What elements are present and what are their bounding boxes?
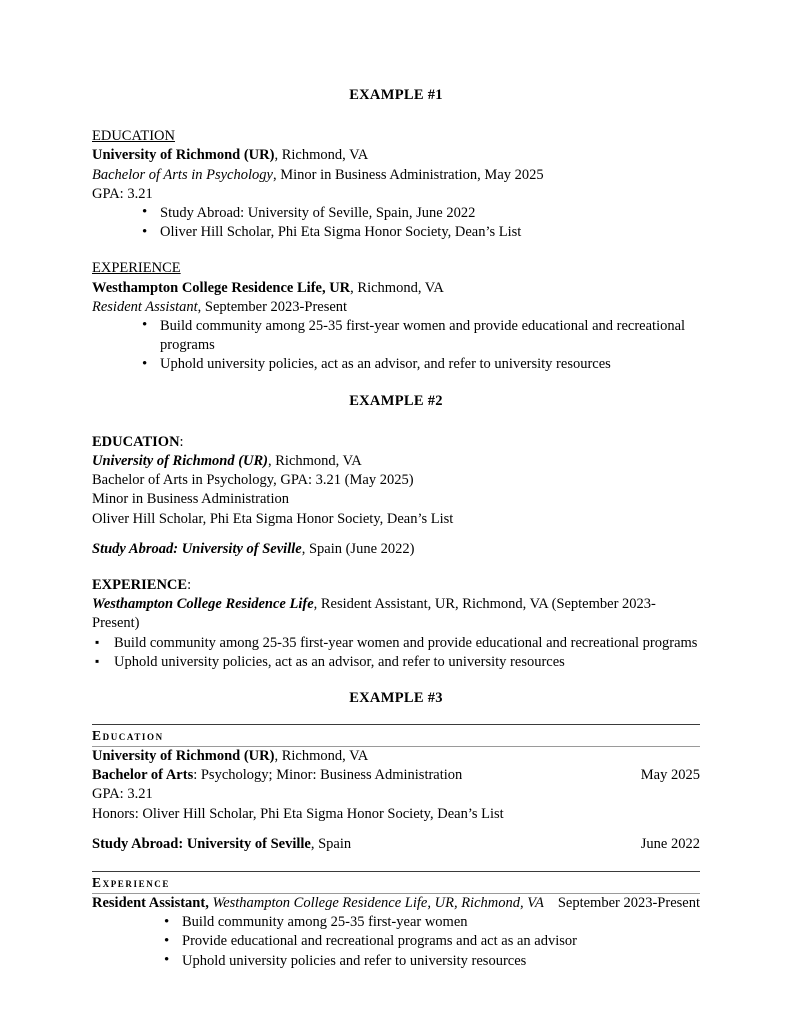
study-abroad-details: , Spain (June 2022) [301, 540, 415, 557]
education-gpa: GPA: 3.21 [92, 185, 153, 202]
role-text [92, 894, 558, 913]
list-item: • Uphold university policies, act as an advisor, and refer to university resources [138, 355, 700, 374]
experience-bullet-list [93, 634, 700, 672]
example-2-title: EXAMPLE #2 [349, 392, 443, 409]
employer-location: , Richmond, VA [350, 279, 444, 296]
example-1-education-section [92, 127, 700, 242]
school-name: University of Richmond (UR) [92, 748, 275, 765]
education-school-line [92, 146, 700, 165]
list-item: • Oliver Hill Scholar, Phi Eta Sigma Honor Society, Dean’s List [138, 223, 700, 242]
education-minor-line: Minor in Business Administration [92, 491, 289, 508]
spacer [92, 375, 700, 392]
example-3-education-section [92, 724, 700, 854]
list-item: • Build community among 25-35 first-year women and provide educational and recreational programs [138, 317, 700, 355]
role-title: Resident Assistant [92, 298, 198, 315]
role-employer: Westhampton College Residence Life, UR, Richmond, VA [208, 895, 544, 912]
school-location: , Richmond, VA [268, 452, 362, 469]
example-2-experience-section [92, 576, 700, 672]
degree-text [92, 766, 641, 785]
experience-heading-colon: : [187, 576, 192, 593]
list-item: • Study Abroad: University of Seville, Spain, June 2022 [138, 204, 700, 223]
spacer [92, 242, 700, 259]
school-name: University of Richmond (UR) [92, 452, 269, 469]
degree-date: May 2025 [640, 767, 700, 784]
education-school-line [92, 452, 700, 471]
role-title: Resident Assistant, [92, 895, 209, 912]
education-degree-line: Bachelor of Arts in Psychology, GPA: 3.21 (May 2025) [92, 472, 414, 489]
experience-heading-wrapper [92, 259, 700, 278]
spacer [92, 410, 700, 433]
employer-details: , Resident Assistant, UR, Richmond, VA (September 2023-Present) [92, 596, 656, 632]
study-abroad-title: Study Abroad: University of Seville [92, 540, 302, 557]
degree-label: Bachelor of Arts [92, 767, 194, 784]
example-1-title: EXAMPLE #1 [349, 87, 443, 103]
experience-employer-line [92, 595, 700, 633]
education-degree-row [92, 766, 700, 785]
role-date: September 2023-Present [557, 895, 700, 912]
spacer [92, 104, 700, 127]
spacer [92, 672, 700, 689]
education-heading: Education [92, 725, 700, 747]
spacer [92, 529, 700, 540]
education-heading: EDUCATION [92, 433, 180, 450]
experience-heading: EXPERIENCE [92, 576, 188, 593]
example-2-education-section [92, 433, 700, 559]
study-abroad-date: June 2022 [640, 835, 700, 852]
education-section-rule [92, 724, 700, 747]
list-item: ▪ Build community among 25-35 first-year women and provide educational and recreational programs [93, 634, 700, 653]
study-abroad-title: Study Abroad: University of Seville [92, 835, 311, 852]
spacer [92, 707, 700, 724]
experience-bullet-list [138, 317, 700, 375]
degree-name: Bachelor of Arts in Psychology [92, 166, 273, 183]
education-degree-line [92, 166, 700, 185]
education-school-line [92, 747, 700, 766]
study-abroad-line [92, 540, 700, 559]
study-abroad-details: , Spain [310, 835, 352, 852]
education-heading-wrapper [92, 127, 700, 146]
employer-name: Westhampton College Residence Life [92, 596, 314, 613]
experience-bullet-list [160, 913, 700, 971]
example-3-experience-section [92, 871, 700, 971]
degree-details: , Minor in Business Administration, May 2025 [272, 166, 544, 183]
education-heading: EDUCATION [92, 128, 175, 145]
school-name: University of Richmond (UR) [92, 147, 275, 164]
experience-employer-line [92, 279, 700, 298]
experience-heading: EXPERIENCE [92, 260, 181, 277]
spacer [92, 854, 700, 871]
list-item: ▪ Uphold university policies, act as an advisor, and refer to university resources [93, 653, 700, 672]
experience-section-rule [92, 871, 700, 894]
role-dates: , September 2023-Present [197, 298, 348, 315]
school-location: , Richmond, VA [274, 147, 369, 164]
list-item: • Build community among 25-35 first-year women [160, 913, 700, 932]
experience-heading-line [92, 576, 700, 595]
example-1-experience-section [92, 259, 700, 374]
list-item: • Provide educational and recreational programs and act as an advisor [160, 932, 700, 951]
school-location: , Richmond, VA [274, 748, 369, 765]
experience-role-row [92, 894, 700, 913]
experience-role-line [92, 298, 700, 317]
study-abroad-text [92, 835, 641, 854]
spacer [92, 824, 700, 835]
education-honors-line: Oliver Hill Scholar, Phi Eta Sigma Honor Society, Dean’s List [92, 510, 454, 527]
experience-heading: Experience [92, 872, 700, 894]
degree-details: : Psychology; Minor: Business Administration [193, 767, 463, 784]
education-gpa: GPA: 3.21 [92, 786, 153, 803]
spacer [92, 559, 700, 576]
education-heading-colon: : [179, 433, 184, 450]
education-heading-line [92, 433, 700, 452]
study-abroad-row [92, 835, 700, 854]
education-bullet-list [138, 204, 700, 242]
list-item: • Uphold university policies and refer to university resources [160, 952, 700, 971]
employer-name: Westhampton College Residence Life, UR [92, 279, 351, 296]
education-honors: Honors: Oliver Hill Scholar, Phi Eta Sigma Honor Society, Dean’s List [92, 805, 504, 822]
document-content [92, 86, 700, 971]
example-3-title: EXAMPLE #3 [349, 689, 443, 706]
